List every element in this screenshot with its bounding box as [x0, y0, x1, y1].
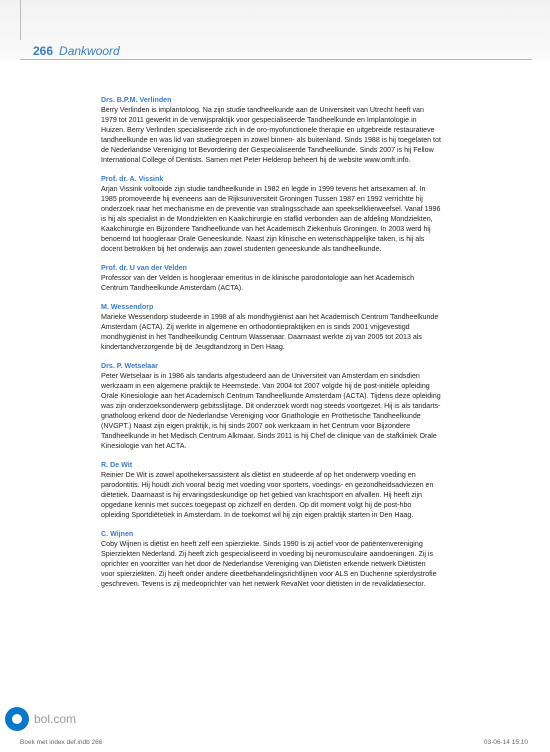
- bol-logo-icon: [3, 705, 31, 733]
- bio-text: Coby Wijnen is diëtist en heeft zelf een spierziekte. Sinds 1990 is zij actief voor de patiëntenvereniging Spierziekten Nederland. Zij heeft zich gespecialiseerd in voeding bij neuromusculaire aandoeningen. Zij is oprichter en voorzitter van het door de Nederlandse Vereniging van Diëtisten erkende netwerk Diëtisten voor spierziekten. Zij heeft onder andere dieetbehandelingsrichtlijnen voor ALS en Duchenne spierdystrofie geschreven. Tevens is zij medeoprichter van het netwerk RevaNet voor diëtisten in de revalidatiesector.: [101, 540, 437, 588]
- section-title: Dankwoord: [59, 44, 120, 58]
- bio-entry: [101, 174, 441, 254]
- bio-entry: [101, 460, 441, 520]
- bio-entry: [101, 361, 441, 451]
- bio-name: Drs. B.P.M. Verlinden: [101, 96, 172, 104]
- bio-name: Drs. P. Wetselaar: [101, 362, 158, 370]
- crop-mark: [0, 0, 21, 40]
- footer-left: Boek met index def.indb 266: [20, 739, 103, 746]
- bio-name: Prof. dr. A. Vissink: [101, 175, 164, 183]
- page-header: [33, 44, 120, 58]
- bio-entry: [101, 263, 441, 293]
- bio-entry: [101, 95, 441, 165]
- watermark-text: bol.com: [34, 712, 77, 726]
- bio-text: Professor van der Velden is hoogleraar emeritus in de klinische parodontologie aan het Academisch Centrum Tandheelkunde Amsterdam (ACTA).: [101, 274, 415, 292]
- header-rule: [20, 59, 532, 60]
- footer-right: 03-06-14 15:10: [483, 739, 528, 746]
- bio-text: Peter Wetselaar is in 1986 als tandarts afgestudeerd aan de Universiteit van Amsterdam en sindsdien werkzaam in een algemene praktijk te Heemstede. Van 2004 tot 2007 volgde hij de post-initiële opleiding Orale Kinesiologie aan het Academisch Centrum Tandheelkunde Amsterdam (ACTA). Tijdens deze opleiding was zijn onderzoeksonderwerp gebitsslijtage. Dit onderzoek wordt nog steeds voortgezet. Hij is als tandarts-gnatholoog erkend door de Nederlandse Vereniging voor Gnathologie en Prothetische Tandheelkunde (NVGPT.) Naast zijn eigen praktijk, is hij sinds 2007 ook werkzaam in het Centrum voor Bijzondere Tandheelkunde in het Medisch Centrum Alkmaar. Sinds 2011 is hij Chef de clinique van de stafkliniek Orale Kinesiologie van het ACTA.: [101, 372, 441, 450]
- bio-text: Reinier De Wit is zowel apothekersassistent als diëtist en studeerde af op het onderwerp voeding en parodontitis. Hij houdt zich vooral bezig met voeding voor sporters, voedings- en gezondheidsadviezen en diëtetiek. Daarnaast is hij ervaringsdeskundige op het gebied van krachtsport en afvallen. Hij heeft zijn opgedane kennis met succes toegepast op zichzelf en derden. Op dit moment volgt hij de post-hbo opleiding Sportdiëtetiek in Amsterdam. In de toekomst wil hij zijn eigen praktijk starten in Den Haag.: [101, 471, 434, 519]
- page-footer: [0, 737, 550, 752]
- page-number: 266: [33, 44, 54, 58]
- bio-name: C. Wijnen: [101, 530, 134, 538]
- bio-text: Berry Verlinden is implantoloog. Na zijn studie tandheelkunde aan de Universiteit van Utrecht heeft van 1979 tot 2011 gewerkt in de verwijspraktijk voor gespecialiseerde Tandheelkunde en Implantologie in Huizen. Berry Verlinden specialiseerde zich in de oro-myofunctionele therapie en uitgebreide restauratieve tandheelkunde en was lid van studiegroepen in zowel binnen- als buitenland. Sinds 1988 is hij toegelaten tot de Nederlandse Vereniging tot Bevordering der Gespecialiseerde Tandheelkunde. Sinds 2007 is hij Fellow International College of Dentists. Samen met Peter Helderop beheert hij de website www.omft.info.: [101, 106, 441, 164]
- bio-list: [101, 95, 441, 598]
- bio-entry: [101, 302, 441, 352]
- bio-text: Marieke Wessendorp studeerde in 1998 af als mondhygiënist aan het Academisch Centrum Tandheelkunde Amsterdam (ACTA). Zij werkte in algemene en orthodontiepraktijken en is sinds 2001 vrijgevestigd mondhygiënist in het Tandheelkundig Centrum Wassenaar. Daarnaast werkte zij van 2005 tot 2013 als kindertandverzorgende bij de Jeugdtandzorg in Den Haag.: [101, 313, 439, 351]
- bio-name: R. De Wit: [101, 461, 133, 469]
- bio-name: Prof. dr. U van der Velden: [101, 264, 187, 272]
- bio-entry: [101, 529, 441, 589]
- bio-name: M. Wessendorp: [101, 303, 154, 311]
- bio-text: Arjan Vissink voltooide zijn studie tandheelkunde in 1982 en legde in 1999 tevens het artsexamen af. In 1985 promoveerde hij eveneens aan de Rijksuniversiteit Groningen Tussen 1987 en 1992 verrichtte hij onderzoek naar het mechanisme en de preventie van stralingsschade aan speekselklierweefsel. Vanaf 1996 is hij als specialist in de Mondziekten en Kaakchirurgie en staflid verbonden aan de afdeling Mondziekten, Kaakchirurgie en Bijzondere Tandheelkunde van het Academisch Ziekenhuis Groningen. In 2003 werd hij benoemd tot hoogleraar Orale Geneeskunde. Naast zijn klinische en wetenschappelijke taken, is hij als docent betrokken bij het onderwijs aan zowel studenten geneeskunde als tandheelkunde.: [101, 185, 441, 253]
